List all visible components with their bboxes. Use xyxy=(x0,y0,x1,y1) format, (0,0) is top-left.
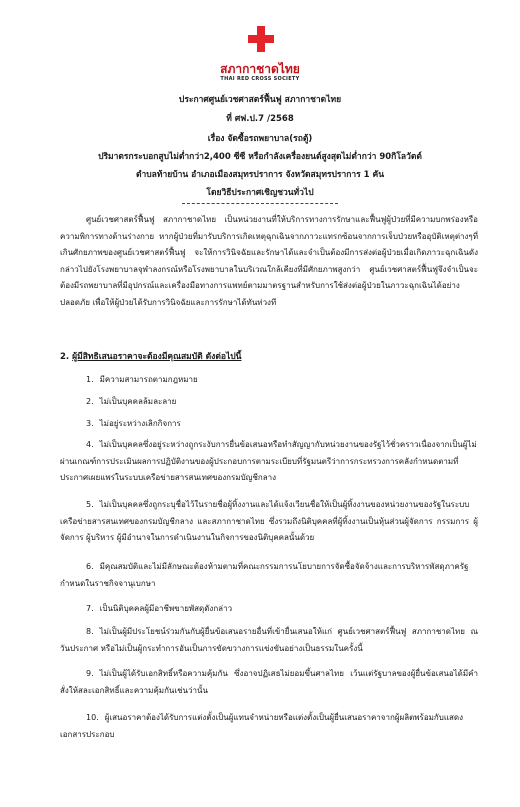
divider xyxy=(182,203,338,204)
qualification-item: 7. เป็นนิติบุคคลผู้มีอาชีพขายพัสดุดังกล่าว xyxy=(86,604,233,613)
section-number: 2. xyxy=(60,352,70,362)
spec-line-1: ปริมาตรกระบอกสูบไม่ต่ำกว่า2,400 ซีซี หรือกำลังเครื่องยนต์สูงสุดไม่ต่ำกว่า 90กิโลวัตต์ xyxy=(98,152,422,162)
qualification-item: 9. ไม่เป็นผู้ได้รับเอกสิทธิ์หรือความคุ้มกัน ซึ่งอาจปฏิเสธไม่ยอมขึ้นศาลไทย เว้นแต่รัฐบาลของผู้ยื่นข้อเสนอได้มีคำสั่งให้สละเอกสิทธิ์และความคุ้มกันเช่นว่านั้น xyxy=(60,669,478,695)
org-name-english: THAI RED CROSS SOCIETY xyxy=(220,76,300,82)
qualification-item: 3. ไม่อยู่ระหว่างเลิกกิจการ xyxy=(86,419,181,428)
section-heading xyxy=(60,349,241,363)
document-number: ที่ ศฟ.ป.7 /2568 xyxy=(226,114,294,124)
spec-line-2: ตำบลท้ายบ้าน อำเภอเมืองสมุทรปราการ จังหวัดสมุทรปราการ 1 คัน xyxy=(135,170,385,180)
red-cross-logo-icon xyxy=(248,26,274,52)
qualification-item: 1. มีความสามารถตามกฎหมาย xyxy=(86,375,198,384)
document-subject: เรื่อง จัดซื้อรถพยาบาล(รถตู้) xyxy=(207,134,313,144)
qualification-item: 8. ไม่เป็นผู้มีประโยชน์ร่วมกันกับผู้ยื่นข้อเสนอรายอื่นที่เข้ายื่นเสนอให้แก่ ศูนย์เวชศาสตร์ฟื้นฟู สภากาชาดไทย ณ วันประกาศ หรือไม่เป็นผู้กระทำการอันเป็นการขัดขวางการแข่งขันอย่างเป็นธรรมในครั้งนี้ xyxy=(60,627,478,653)
qualification-item: 6. มีคุณสมบัติและไม่มีลักษณะต้องห้ามตามที่คณะกรรมการนโยบายการจัดซื้อจัดจ้างและการบริหารพัสดุภาครัฐกำหนดในราชกิจจานุเบกษา xyxy=(60,562,469,588)
announcement-title: ประกาศศูนย์เวชศาสตร์ฟื้นฟู สภากาชาดไทย xyxy=(178,95,342,105)
procurement-method: โดยวิธีประกาศเชิญชวนทั่วไป xyxy=(206,188,314,198)
section-title: ผู้มีสิทธิเสนอราคาจะต้องมีคุณสมบัติ ดังต่อไปนี้ xyxy=(72,352,242,362)
qualification-item: 5. ไม่เป็นบุคคลซึ่งถูกระบุชื่อไว้ในรายชื่อผู้ทิ้งงานและได้แจ้งเวียนชื่อให้เป็นผู้ทิ้งงานของหน่วยงานของรัฐในระบบเครือข่ายสารสนเทศของกรมบัญชีกลาง และสภากาชาดไทย ซึ่งรวมถึงนิติบุคคลที่ผู้ทิ้งงานเป็นหุ้นส่วนผู้จัดการ กรรมการ ผู้จัดการ ผู้บริหาร ผู้มีอำนาจในการดำเนินงานในกิจการของนิติบุคคลนั้นด้วย xyxy=(60,500,478,543)
qualification-item: 4. ไม่เป็นบุคคลซึ่งอยู่ระหว่างถูกระงับการยื่นข้อเสนอหรือทำสัญญากับหน่วยงานของรัฐไว้ชั่วคราวเนื่องจากเป็นผู้ไม่ผ่านเกณฑ์การประเมินผลการปฏิบัติงานของผู้ประกอบการตามระเบียบที่รัฐมนตรีว่าการกระทรวงการคลังกำหนดตามที่ประกาศเผยแพร่ในระบบเครือข่ายสารสนเทศของกรมบัญชีกลาง xyxy=(60,440,477,483)
org-name-thai: สภากาชาดไทย xyxy=(220,62,300,76)
qualification-item: 10. ผู้เสนอราคาต้องได้รับการแต่งตั้งเป็นผู้แทนจำหน่ายหรือแต่งตั้งเป็นผู้ยื่นเสนอราคาจากผู้ผลิตพร้อมกับแสดงเอกสารประกอบ xyxy=(60,713,463,739)
intro-paragraph: ศูนย์เวชศาสตร์ฟื้นฟู สภากาชาดไทย เป็นหน่วยงานที่ให้บริการทางการรักษาและฟื้นฟูผู้ป่วยที่มีความบกพร่องหรือความพิการทางด้านร่างกาย หากผู้ป่วยที่มารับบริการเกิดเหตุฉุกเฉินจากภาวะแทรกซ้อนจากการเจ็บป่วยหรืออุบัติเหตุต่างๆที่เกินศักยภาพของศูนย์เวชศาสตร์ฟื้นฟู จะให้การวินิจฉัยและรักษาได้และจำเป็นต้องมีการส่งต่อผู้ป่วยเมื่อเกิดภาวะฉุกเฉินดังกล่าวไปยังโรงพยาบาลจุฬาลงกรณ์หรือโรงพยาบาลในบริเวณใกล้เคียงที่มีศักยภาพสูงกว่า ศูนย์เวชศาสตร์ฟื้นฟูจึงจำเป็นจะต้องมีรถพยาบาลที่มีอุปกรณ์และเครื่องมือทางการแพทย์ตามมาตรฐานสำหรับการใช้ส่งต่อผู้ป่วยในภาวะฉุกเฉินได้อย่างปลอดภัย เพื่อให้ผู้ป่วยได้รับการวินิจฉัยและการรักษาได้ทันท่วงที xyxy=(60,215,478,307)
qualification-item: 2. ไม่เป็นบุคคลล้มละลาย xyxy=(86,397,177,406)
